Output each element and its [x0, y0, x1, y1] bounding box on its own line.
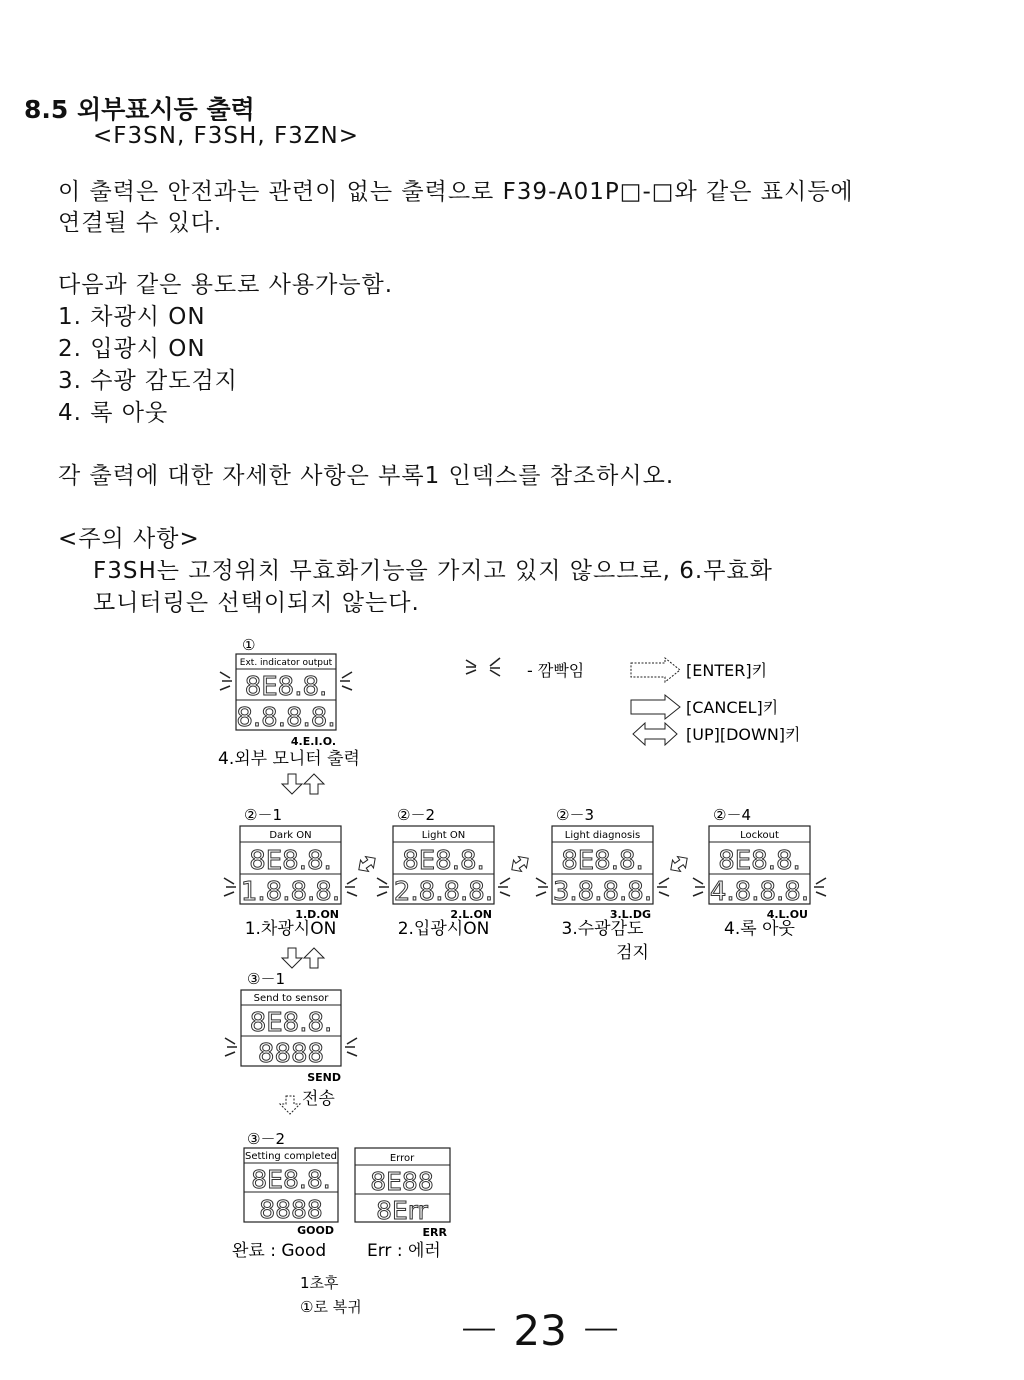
- section-title: 8.5 외부표시등 출력: [24, 95, 255, 124]
- panel-code: SEND: [307, 1071, 341, 1084]
- display-panel-option: [224, 806, 379, 968]
- segment-display-top: 8E8.8.: [249, 1008, 333, 1038]
- step-number: ①: [242, 636, 256, 654]
- panel-header: Light ON: [421, 830, 466, 841]
- indicator-flow-diagram: [0, 620, 1024, 1380]
- reference-paragraph: 각 출력에 대한 자세한 사항은 부록1 인덱스를 참조하시오.: [58, 463, 675, 489]
- panel-code: 3.L.DG: [609, 908, 651, 921]
- up-down-arrow-icon: [355, 853, 379, 876]
- step-number: ②－2: [397, 806, 435, 824]
- panel-caption: Err : 에러: [367, 1241, 441, 1261]
- uses-intro: 다음과 같은 용도로 사용가능함.: [58, 272, 394, 298]
- panel-header: Setting completed: [244, 1151, 338, 1162]
- panel-header: Ext. indicator output: [239, 658, 333, 668]
- enter-arrow-icon: [631, 658, 680, 682]
- segment-display-top: 8E8.8.: [561, 846, 644, 876]
- panel-code: ERR: [422, 1226, 447, 1239]
- panel-code: GOOD: [297, 1224, 334, 1237]
- step-number: ②－1: [244, 806, 282, 824]
- segment-display-bottom: 2.8.8.8.: [393, 877, 494, 907]
- display-panel-option: [693, 806, 826, 939]
- segment-display-top: 8E8.8.: [402, 846, 485, 876]
- step-number: ②－4: [713, 806, 751, 824]
- panel-code: 1.D.ON: [295, 908, 339, 921]
- segment-display-bottom: 8Err: [376, 1196, 428, 1225]
- panel-caption-line2: 검지: [616, 943, 649, 963]
- panel-caption: 전송: [302, 1089, 335, 1109]
- step-number: ②－3: [556, 806, 594, 824]
- display-panel-setting-completed: [244, 1148, 338, 1224]
- segment-display-top: 8E8.8.: [718, 846, 801, 876]
- display-panel-option: [536, 806, 691, 963]
- panel-caption: 1.차광시ON: [244, 919, 337, 939]
- use-item: 1. 차광시 ON: [58, 304, 206, 330]
- segment-display-bottom: 8888: [257, 1039, 325, 1069]
- panel-caption: 2.입광시ON: [397, 919, 490, 939]
- segment-display-bottom: 4.8.8.8.: [709, 877, 810, 907]
- segment-display-bottom: 3.8.8.8.: [552, 877, 653, 907]
- use-item: 4. 록 아웃: [58, 400, 169, 426]
- down-up-arrows-icon: [282, 774, 324, 794]
- panel-caption: 4.외부 모니터 출력: [218, 749, 360, 769]
- segment-display-top: 8E8.8.: [251, 1165, 331, 1194]
- return-note: 1초후: [300, 1274, 339, 1292]
- panel-code: 4.E.I.O.: [290, 735, 336, 748]
- legend-enter-text: [ENTER]키: [686, 661, 768, 680]
- display-panel-option: [377, 806, 532, 939]
- page-number: － 23 －: [458, 1306, 623, 1355]
- model-list: <F3SN, F3SH, F3ZN>: [93, 123, 360, 149]
- segment-display-bottom: 8.8.8.8.: [236, 703, 336, 733]
- use-item: 3. 수광 감도검지: [58, 368, 238, 394]
- segment-display-top: 8E8.8.: [244, 672, 328, 702]
- segment-display-top: 8E8.8.: [249, 846, 332, 876]
- paragraph-line: 이 출력은 안전과는 관련이 없는 출력으로 F39-A01P□-□와 같은 표시등에: [58, 179, 854, 205]
- note-line: 모니터링은 선택이되지 않는다.: [93, 590, 420, 616]
- legend-updown-text: [UP][DOWN]키: [686, 725, 801, 744]
- down-arrow-icon: [282, 948, 302, 968]
- panel-caption: 3.수광감도: [561, 919, 644, 939]
- panel-code: 2.L.ON: [450, 908, 492, 921]
- legend-blink-text: - 깜빡임: [527, 661, 585, 680]
- note-title: <주의 사항>: [58, 526, 200, 552]
- up-arrow-icon: [304, 948, 324, 968]
- panel-header: Dark ON: [269, 830, 312, 841]
- up-down-arrow-icon: [667, 853, 691, 876]
- blink-symbol: [466, 658, 500, 676]
- up-down-arrow-icon: [508, 853, 532, 876]
- step-number: ③－1: [247, 970, 285, 988]
- panel-header: Light diagnosis: [564, 830, 641, 841]
- return-note: ①로 복귀: [300, 1298, 362, 1316]
- segment-display-bottom: 1.8.8.8.: [240, 877, 341, 907]
- panel-caption: 완료 : Good: [232, 1241, 327, 1261]
- down-arrow-icon: [280, 1096, 300, 1114]
- paragraph-line: 연결될 수 있다.: [58, 210, 223, 236]
- segment-display-top: 8E88: [370, 1167, 434, 1196]
- segment-display-bottom: 8888: [259, 1195, 323, 1224]
- panel-header: Lockout: [740, 830, 779, 841]
- use-item: 2. 입광시 ON: [58, 336, 206, 362]
- panel-code: 4.L.OU: [766, 908, 808, 921]
- updown-arrow-icon: [633, 723, 677, 745]
- legend-cancel-text: [CANCEL]키: [686, 698, 779, 717]
- cancel-arrow-icon: [631, 695, 680, 719]
- step2-panels: [224, 806, 826, 968]
- panel-header: Send to sensor: [253, 993, 329, 1004]
- panel-header: Error: [389, 1153, 415, 1164]
- display-panel-error: [355, 1148, 450, 1225]
- step-number: ③－2: [247, 1130, 285, 1148]
- display-panel-ext-indicator: [236, 654, 336, 733]
- panel-caption: 4.록 아웃: [724, 919, 795, 939]
- note-line: F3SH는 고정위치 무효화기능을 가지고 있지 않으므로, 6.무효화: [93, 558, 773, 584]
- display-panel-send: [241, 990, 341, 1069]
